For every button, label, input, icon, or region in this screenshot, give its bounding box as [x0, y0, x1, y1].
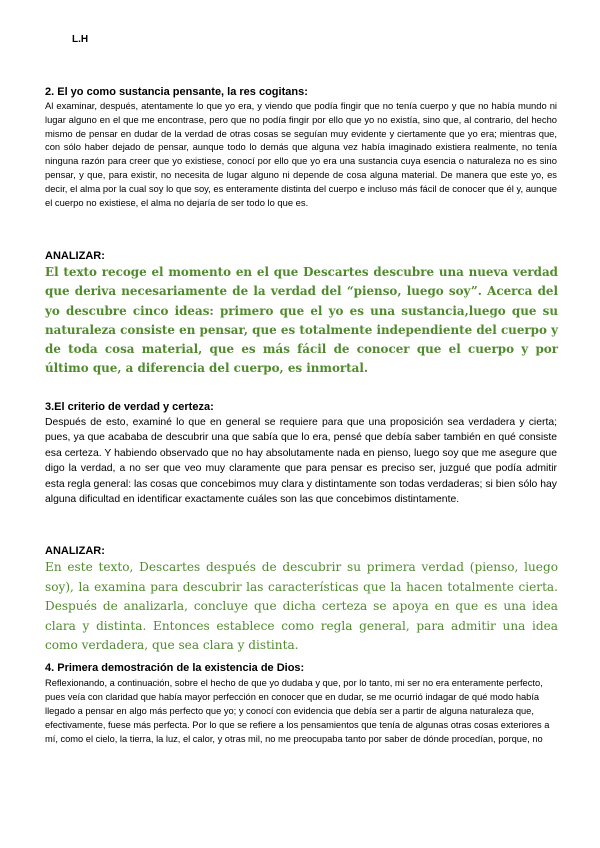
- section-3-analysis-label: ANALIZAR:: [45, 545, 105, 557]
- section-3-analysis: En este texto, Descartes después de descubrir su primera verdad (pienso, luego soy), la examina para descubrir las características que la hacen totalmente cierta. Después de analizarla, concluye que dicha certeza se apoya en que es una idea clara y distinta. Entonces establece como regla general, para admitir una idea como verdadera, que sea clara y distinta.: [45, 560, 558, 652]
- section-2-analysis: El texto recoge el momento en el que Descartes descubre una nueva verdad que deriva necesariamente de la verdad del “pienso, luego soy”. Acerca del yo descubre cinco ideas: primero que el yo es una sustancia,luego que su naturaleza consiste en pensar, que es totalmente independiente del cuerpo y de toda cosa material, que es más fácil de conocer que el cuerpo y por último que, a diferencia del cuerpo, es inmortal.: [45, 265, 558, 376]
- section-3-title: 3.El criterio de verdad y certeza:: [45, 401, 214, 413]
- section-4-title: 4. Primera demostración de la existencia de Dios:: [45, 662, 305, 674]
- section-4-body: Reflexionando, a continuación, sobre el hecho de que yo dudaba y que, por lo tanto, mi ser no era enteramente perfecto, pues veía con claridad que había mayor perfección en conocer que en dudar, se me ocurrió indagar de qué modo había llegado a pensar en algo más perfecto que yo; y conocí con evidencia que debía ser a partir de alguna naturaleza que, efectivamente, fuese más perfecta. Por lo que se refiere a los pensamientos que tenía de algunas otras cosas exteriores a mí, como el cielo, la tierra, la luz, el calor, y otras mil, no me preocupaba tanto por saber de dónde procedían, porque, no: [45, 678, 550, 744]
- section-3-body: Después de esto, examiné lo que en general se requiere para que una proposición sea verdadera y cierta; pues, ya que acababa de descubrir una que sabía que lo era, pensé que debía saber también en qué consiste esa certeza. Y habiendo observado que no hay absolutamente nada en pienso, luego soy que me asegure que digo la verdad, a no ser que veo muy claramente que para pensar es preciso ser, juzgué que podía admitir esta regla general: las cosas que concebimos muy clara y distintamente son todas verdaderas; si bien sólo hay alguna dificultad en identificar exactamente cuáles son las que concebimos distintamente.: [45, 417, 557, 506]
- section-2-analysis-label: ANALIZAR:: [45, 250, 105, 262]
- section-2-title: 2. El yo como sustancia pensante, la res cogitans:: [45, 86, 308, 98]
- author-initials: L.H: [72, 34, 89, 45]
- section-2-body: Al examinar, después, atentamente lo que yo era, y viendo que podía fingir que no tenía cuerpo y que no había mundo ni lugar alguno en el que me encontrase, pero que no podía fingir por ello que yo no existía, sino que, al contrario, del hecho mismo de pensar en dudar de la verdad de otras cosas se seguían muy evidente y ciertamente que yo era; mientras que, con sólo haber dejado de pensar, aunque todo lo demás que alguna vez había imaginado existiera realmente, no tenía ninguna razón para creer que yo existiese, conocí por ello que yo era una sustancia cuya esencia o naturaleza no es sino pensar, y que, para existir, no necesita de lugar alguno ni depende de cosa alguna material. De manera que este yo, es decir, el alma por la cual soy lo que soy, es enteramente distinta del cuerpo e incluso más fácil de conocer que él y, aunque el cuerpo no existiese, el alma no dejaría de ser todo lo que es.: [45, 100, 557, 208]
